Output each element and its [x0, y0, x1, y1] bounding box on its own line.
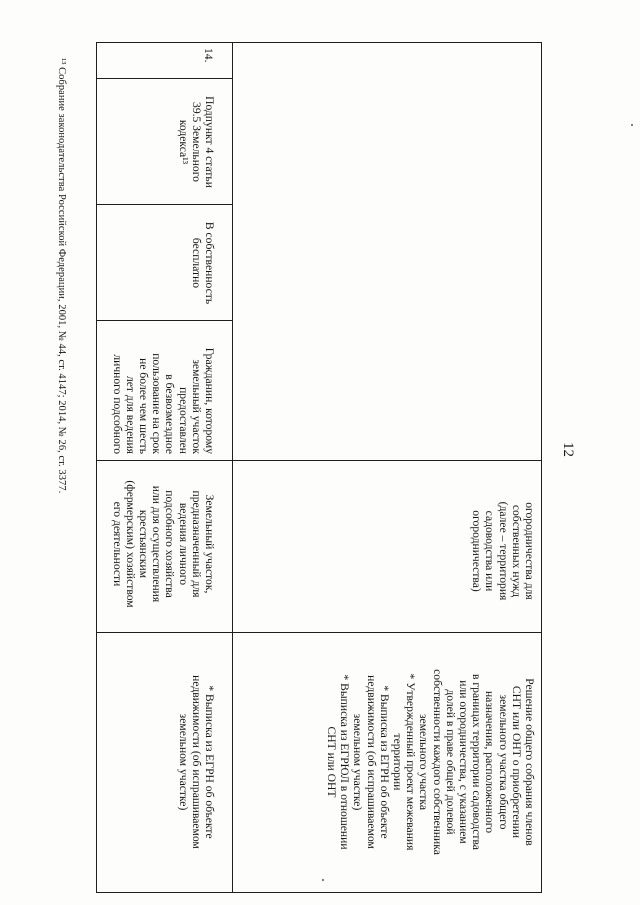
table-col-divider-3: [96, 320, 233, 321]
row14-subject-line: пользование на срок: [150, 353, 164, 454]
row14-number-text: 14.: [202, 48, 215, 63]
prev-row-documents-cell: [325, 640, 536, 884]
prev-row-documents-line: земельном участке): [351, 713, 365, 811]
row14-subject-line: земельный участок: [189, 359, 203, 454]
prev-row-documents-line: или огородничества, с указанием: [456, 680, 470, 844]
row14-subject-line: не более чем шесть: [136, 358, 150, 454]
prev-row-documents-line: в границах территории садоводства: [470, 674, 484, 850]
prev-row-land-line: собственных нужд: [509, 504, 523, 598]
row14-right-cell: [190, 212, 216, 314]
row14-subject-line: предоставлен: [176, 387, 190, 454]
row14-land-line: ведения личного: [176, 502, 190, 586]
prev-row-documents-line: территории: [390, 733, 404, 791]
table-col-divider-5: [96, 632, 542, 633]
row14-basis-line: кодекса¹³: [176, 119, 190, 165]
page-number: 12: [560, 442, 576, 457]
prev-row-documents-line: * Выписка из ЕГРЮЛ в отношении: [338, 674, 352, 850]
table-border-right: [541, 42, 542, 893]
row14-documents-line: недвижимости (об испрашиваемом: [189, 675, 203, 849]
row14-basis-cell: [176, 86, 216, 198]
prev-row-documents-line: назначения, расположенного: [483, 690, 497, 834]
prev-row-land-line: садоводства или: [483, 510, 497, 592]
row14-right-line: В собственность: [203, 221, 216, 305]
scan-speck: [631, 124, 633, 126]
row14-subject-cell: [110, 326, 216, 454]
row14-land-line: или для осуществления: [150, 485, 164, 603]
table-col-divider-4: [96, 460, 542, 461]
row14-land-line: предназначенный для: [189, 490, 203, 598]
row14-land-line: подсобного хозяйства: [163, 490, 177, 598]
prev-row-documents-line: СНТ или ОНТ: [324, 726, 338, 798]
prev-row-documents-line: земельного участка: [417, 713, 431, 811]
footnote: ¹³ Собрание законодательства Российской Федерации, 2001, № 44, ст. 4147; 2014, № 26, ст. 3377.: [56, 58, 67, 494]
table-col-divider-2: [96, 204, 233, 205]
table-row-divider: [232, 42, 233, 893]
prev-row-documents-line: Решение общего собрания членов: [523, 678, 536, 846]
row14-documents-line: земельном участке): [176, 713, 190, 811]
table-border-left: [96, 42, 97, 893]
row14-basis-line: Подпункт 4 статьи: [203, 96, 216, 188]
prev-row-land-line: огородничества для: [523, 502, 536, 600]
row14-subject-line: лет для ведения: [123, 376, 137, 454]
prev-row-documents-line: * Утвержденный проект межевания: [404, 673, 418, 851]
prev-row-documents-line: * Выписка из ЕГРН об объекте: [377, 685, 391, 839]
prev-row-documents-line: СНТ или ОНТ о приобретении: [509, 685, 523, 839]
table-col-divider-1: [96, 78, 233, 79]
row14-land-line: Земельный участок,: [203, 494, 216, 594]
prev-row-land-cell: [470, 476, 536, 626]
prev-row-documents-line: земельного участка общего: [496, 694, 510, 830]
row14-right-line: бесплатно: [189, 237, 203, 289]
row14-land-line: крестьянским: [136, 509, 150, 579]
prev-row-documents-line: недвижимости (об испрашиваемом: [364, 675, 378, 849]
row14-subject-line: Гражданин, которому: [203, 347, 216, 454]
scan-speck: [322, 879, 324, 881]
prev-row-documents-line: долей в праве общей долевой: [443, 689, 457, 835]
row14-land-line: (фермерским) хозяйством: [123, 480, 137, 608]
row14-land-cell: [110, 466, 216, 622]
row14-subject-line: личного подсобного: [110, 354, 124, 454]
row14-basis-line: 39.5 Земельного: [189, 102, 203, 182]
row14-subject-line: в безвозмездное: [163, 374, 177, 454]
prev-row-land-line: огородничества): [470, 510, 484, 592]
table-border-bottom: [96, 892, 542, 893]
prev-row-documents-line: собственности каждого собственника: [430, 669, 444, 855]
prev-row-land-line: (далее – территория: [496, 501, 510, 601]
row14-land-line: его деятельности: [110, 501, 124, 587]
row14-documents-line: * Выписка из ЕГРН об объекте: [203, 685, 216, 839]
table-border-top: [96, 42, 542, 43]
row14-number: [202, 48, 215, 63]
row14-documents-cell: [176, 642, 216, 882]
